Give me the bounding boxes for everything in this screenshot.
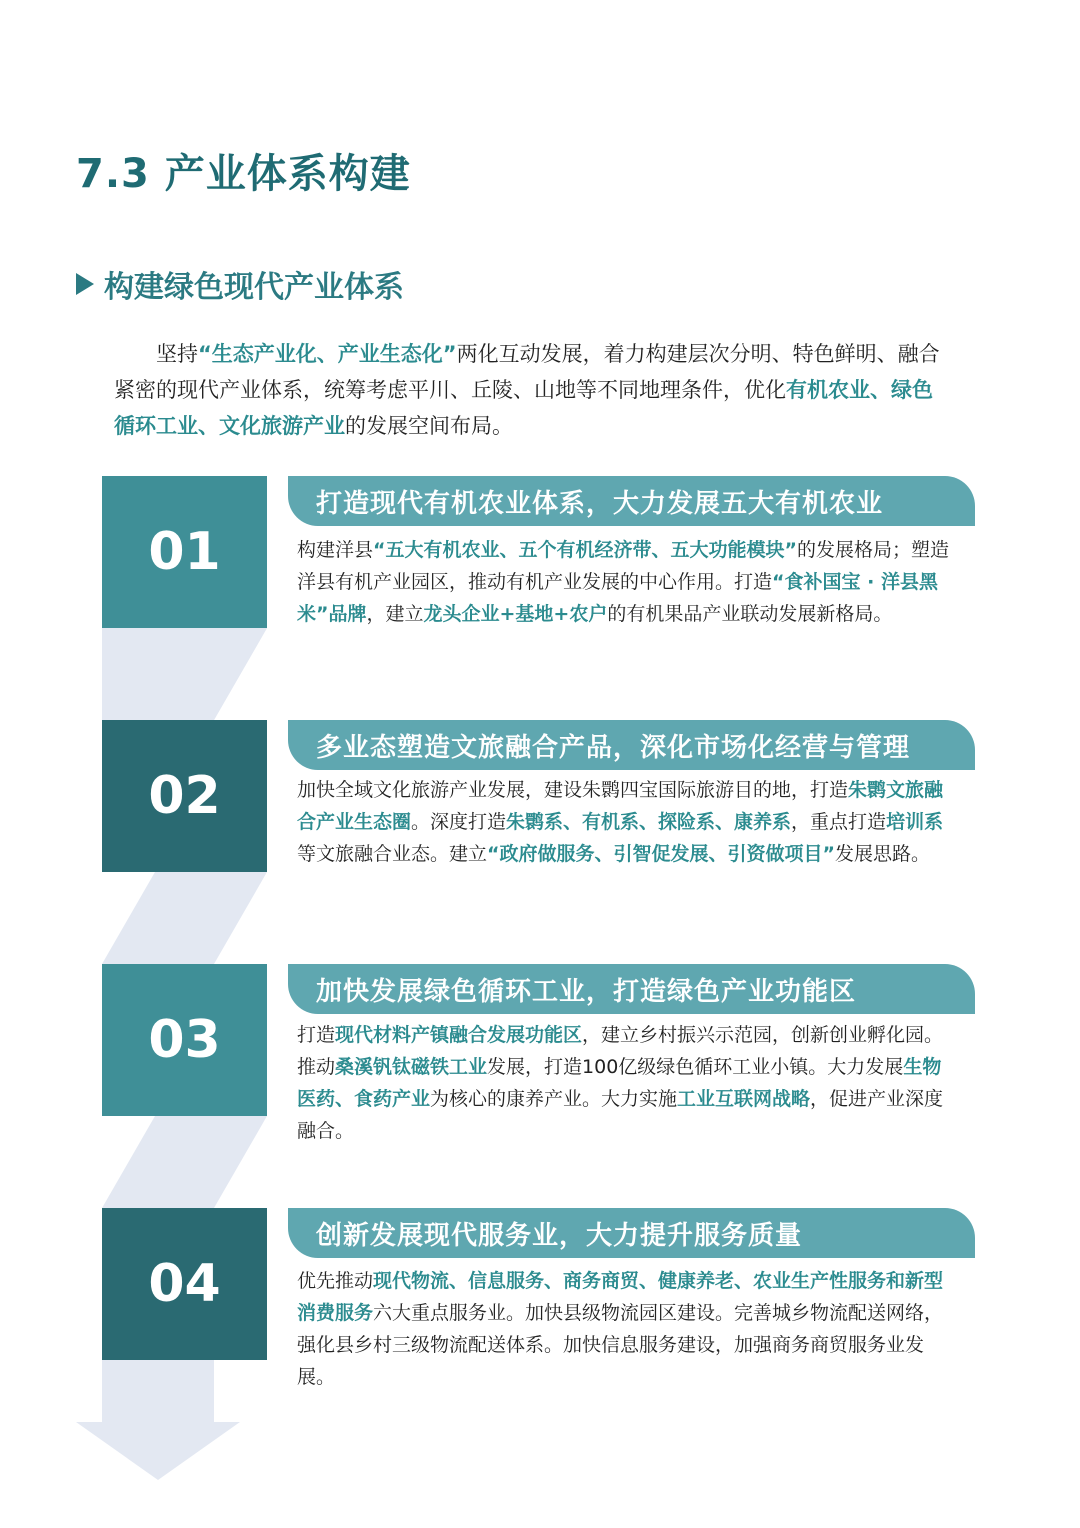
intro-text: 的发展空间布局。 — [345, 414, 513, 438]
intro-highlight: “生态产业化、产业生态化” — [198, 342, 457, 366]
desc-highlight: 朱鹮文旅融合产业生态圈 — [297, 779, 944, 833]
item-heading-banner: 加快发展绿色循环工业，打造绿色产业功能区 — [288, 964, 975, 1014]
desc-highlight: 桑溪钒钛磁铁工业 — [335, 1056, 488, 1078]
desc-text: 六大重点服务业。加快县级物流园区建设。完善城乡物流配送网络，强化县乡村三级物流配送体系。加快信息服务建设，加强商务商贸服务业发展。 — [297, 1302, 944, 1388]
item-description — [297, 1019, 959, 1147]
section-heading — [76, 262, 404, 306]
desc-text: ，建立乡村振兴示范园，创新创业孵化园。推动 — [297, 1024, 944, 1078]
section-heading-text: 构建绿色现代产业体系 — [104, 270, 404, 305]
desc-text: 的发展格局；塑造洋县有机产业园区，推动有机产业发展的中心作用。打造 — [297, 539, 950, 593]
intro-paragraph — [114, 336, 950, 444]
item-description — [297, 774, 959, 870]
connector-band-2 — [102, 872, 267, 964]
desc-highlight: 现代材料产镇融合发展功能区 — [335, 1024, 583, 1046]
item-heading-banner: 打造现代有机农业体系，大力发展五大有机农业 — [288, 476, 975, 526]
item-heading-banner: 多业态塑造文旅融合产品，深化市场化经营与管理 — [288, 720, 975, 770]
desc-text: 的有机果品产业联动发展新格局。 — [607, 603, 893, 625]
desc-text: 发展，打造100亿级绿色循环工业小镇。大力发展 — [487, 1056, 904, 1078]
desc-text: ，重点打造 — [791, 811, 887, 833]
desc-text: 发展思路。 — [835, 843, 931, 865]
desc-text: ，建立 — [366, 603, 424, 625]
desc-text: 优先推动 — [297, 1270, 374, 1292]
intro-text: 两化互动发展，着力构建层次分明、特色鲜明、融合紧密的现代产业体系，统筹考虑平川、丘陵、山地等不同地理条件，优化 — [114, 342, 940, 402]
intro-text: 坚持 — [156, 342, 198, 366]
intro-highlight: 有机农业、绿色循环工业、文化旅游产业 — [114, 378, 933, 438]
item-description — [297, 534, 959, 630]
desc-highlight: 工业互联网战略 — [677, 1088, 811, 1110]
desc-highlight: “五大有机农业、五个有机经济带、五大功能模块” — [373, 539, 797, 561]
item-number-box: 02 — [102, 720, 267, 872]
desc-highlight: 朱鹮系、有机系、探险系、康养系 — [506, 811, 792, 833]
page-title: 7.3 产业体系构建 — [76, 151, 411, 197]
desc-text: 构建洋县 — [297, 539, 374, 561]
desc-text: 加快全域文化旅游产业发展，建设朱鹮四宝国际旅游目的地，打造 — [297, 779, 849, 801]
desc-highlight: 龙头企业+基地+农户 — [423, 603, 608, 625]
item-heading-banner: 创新发展现代服务业，大力提升服务质量 — [288, 1208, 975, 1258]
desc-text: 等文旅融合业态。建立 — [297, 843, 488, 865]
desc-highlight: 培训系 — [886, 811, 944, 833]
item-number-box: 04 — [102, 1208, 267, 1360]
desc-highlight: 现代物流、信息服务、商务商贸、健康养老、农业生产性服务和新型消费服务 — [297, 1270, 944, 1324]
desc-highlight: 生物医药、食药产业 — [297, 1056, 942, 1110]
desc-text: 打造 — [297, 1024, 336, 1046]
connector-band-3 — [102, 1116, 267, 1208]
desc-text: 为核心的康养产业。大力实施 — [430, 1088, 678, 1110]
desc-text: 。深度打造 — [411, 811, 507, 833]
item-number-box: 03 — [102, 964, 267, 1116]
desc-highlight: “政府做服务、引智促发展、引资做项目” — [487, 843, 835, 865]
desc-text: ，促进产业深度融合。 — [297, 1088, 944, 1142]
play-triangle-icon — [76, 273, 94, 295]
down-arrow-icon — [76, 1360, 240, 1480]
desc-highlight: “食补国宝 · 洋县黑米”品牌 — [297, 571, 938, 625]
item-number-box: 01 — [102, 476, 267, 628]
item-description — [297, 1265, 959, 1393]
